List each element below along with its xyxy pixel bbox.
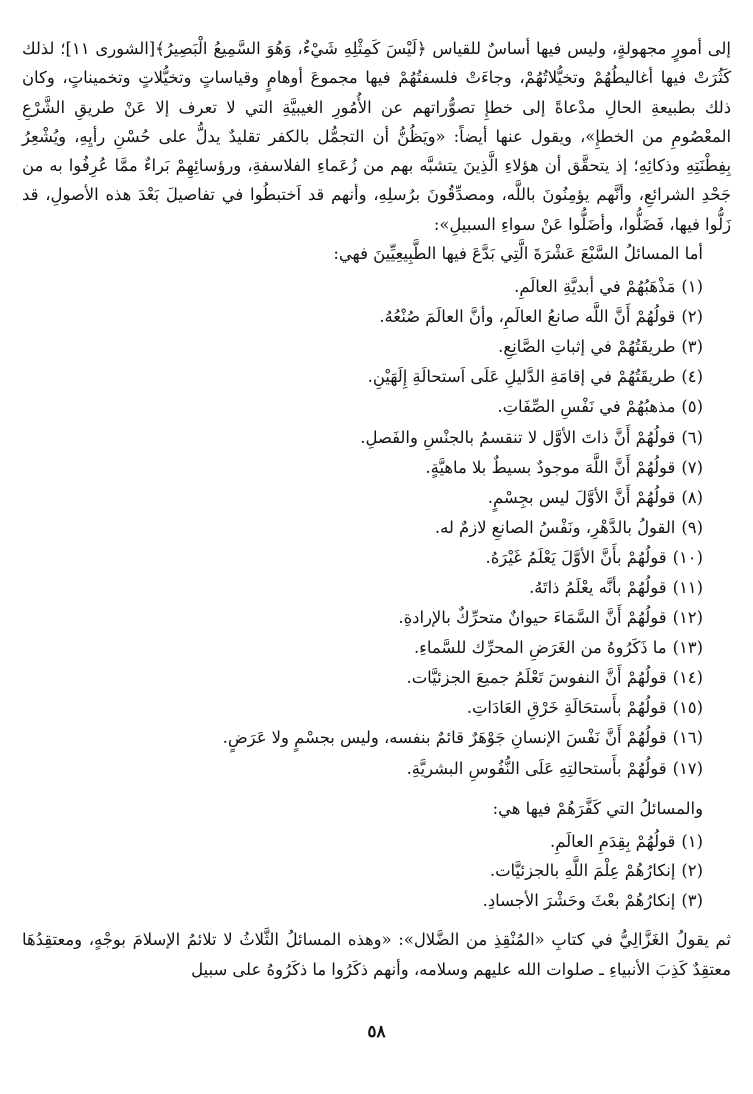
item-number: (١٦) — [672, 728, 703, 748]
list-item — [22, 453, 703, 483]
item-number: (١) — [681, 831, 703, 851]
list-item — [22, 663, 703, 693]
item-number: (١٢) — [672, 608, 703, 628]
list-item — [22, 483, 703, 513]
book-page — [22, 34, 731, 1094]
list-item — [22, 332, 703, 362]
item-text: قولُهُمْ أَنَّ ذاتَ الأوَّل لا تنقسمُ بالجنْسِ والفَصلِ. — [360, 427, 676, 447]
item-text: قولُهُمْ بِقِدَمِ العالَمِ. — [550, 831, 676, 851]
item-number: (١٥) — [672, 698, 703, 718]
list-item — [22, 856, 703, 886]
seventeen-issues-list — [22, 272, 731, 784]
item-text: مذهبُهُمْ في نَفْسِ الصِّفَاتِ. — [497, 397, 676, 417]
item-text: قولُهُمْ أَنَّ النفوسَ تَعْلَمُ جميعَ الجزئيَّات. — [406, 668, 667, 688]
list-item — [22, 423, 703, 453]
item-text: قولُهُمْ أَنَّ اللَّه صانعُ العالَمِ، وأنَّ العالَمَ صُنْعُهُ. — [379, 307, 676, 327]
item-number: (٦) — [681, 427, 703, 447]
item-number: (١) — [681, 277, 703, 297]
item-text: ما ذَكَرُوهُ من الغَرَضِ المحرِّك للسَّماءِ. — [413, 638, 667, 658]
item-text: طريقَتُهُمْ في إقامَةِ الدَّليلِ عَلَى اَستحالَةِ إِلَهَيْنِ. — [367, 367, 676, 387]
section-gap — [22, 784, 731, 794]
item-text: طريقَتُهُمْ في إثباتِ الصَّانِعِ. — [498, 337, 676, 357]
list-item — [22, 633, 703, 663]
list-item — [22, 603, 703, 633]
item-number: (٢) — [681, 307, 703, 327]
item-number: (٧) — [681, 457, 703, 477]
item-text: قولُهُمْ أَنَّ السَّمَاءَ حيوانٌ متحرِّكٌ بالإرادةِ. — [398, 608, 667, 628]
list-item — [22, 543, 703, 573]
list-item — [22, 302, 703, 332]
item-text: إنكارُهُمْ عِلْمَ اللَّهِ بالجزئيَّات. — [489, 861, 676, 881]
item-text: مَذْهَبُهُمْ في أبديَّةِ العالَمِ. — [514, 277, 676, 297]
paragraph-opening: إلى أمورٍ مجهولةٍ، وليس فيها أساسٌ للقياس ﴿لَيْسَ كَمِثْلِهِ شَيْءٌ، وَهُوَ السَّمِيعُ الْبَصِيرُ﴾[الشورى ١١]؛ لذلك كَثُرَتْ فيها أغاليطُهُمْ وتخيُّلاتُهُمْ، وجاءَتْ فلسفتُهُمْ فيها مجموعَ أوهامٍ وقياساتٍ وتخيُّلاتٍ وتخميناتٍ، وكان ذلك بطبيعةِ الحالِ مدْعاةً إلى خطإِ تصوُّراتهم عن الأُمُورِ الغيبيَّةِ التي لا تعرف إلا عَنْ طريقِ الشَّرْعِ المعْصُومِ من الخطإِ»، ويقول عنها أيضاً: «ويَظُنُّ أن التجمُّل بالكفر تقليدٌ يدلُّ على حُسْنِ رأيِهِ، ويُشْعِرُ بِفِطْنَتِهِ وذكائِهِ؛ إذ يتحقَّق أن هؤلاءِ الَّذِينَ يتشبَّه بهم من زُعَماءِ الفلاسفةِ، ورؤسائِهِمْ بَراءٌ ممَّا عُرِفُوا به من جَحْدِ الشرائعِ، وأنَّهم يؤمِنُونَ باللَّه، ومصدِّقُونَ برُسلِهِ، وأنهم قد اَختبطُوا في تفاصيلَ بَعْدَ هذه الأصولِ، قد زَلُّوا فيها، فَضَلُّوا، وأضَلُّوا عَنْ سواءِ السبيلِ»: — [22, 39, 731, 234]
item-text: قولُهُمْ أَنَّ اللَّهَ موجودٌ بسيطٌ بلا ماهيَّةٍ. — [425, 457, 676, 477]
item-text: قولُهُمْ أَنَّ الأوَّلَ ليس بجِسْمٍ. — [487, 487, 676, 507]
item-text: القولُ بالدَّهْرِ، ونَفْسُ الصانعِ لازمٌ له. — [434, 517, 676, 537]
list-item — [22, 723, 703, 753]
item-number: (١١) — [672, 578, 703, 598]
list-item — [22, 362, 703, 392]
list-item — [22, 573, 703, 603]
item-text: قولُهُمْ أَنَّ نَفْسَ الإنسانِ جَوْهَرٌ قائمٌ بنفسه، وليس بجسْمٍ ولا عَرَضٍ. — [222, 728, 667, 748]
item-number: (٣) — [681, 337, 703, 357]
section-2-intro: والمسائلُ التي كَفَّرَهُمْ فيها هي: — [492, 798, 703, 818]
section-gap — [22, 915, 731, 925]
list-item — [22, 827, 703, 857]
list-item — [22, 272, 703, 302]
item-number: (١٠) — [672, 547, 703, 567]
item-text: إنكارُهُمْ بعْثَ وحَشْرَ الأجسادِ. — [482, 890, 676, 910]
item-number: (٩) — [681, 517, 703, 537]
item-number: (١٣) — [672, 638, 703, 658]
item-text: قولُهُمْ بأَنَّ الأوَّلَ يَعْلَمُ غَيْرَهُ. — [485, 547, 667, 567]
list-item — [22, 886, 703, 916]
item-text: قولُهُمْ بأَستحالتِهِ عَلَى النُّفُوسِ البشريَّةِ. — [406, 758, 667, 778]
item-number: (٥) — [681, 397, 703, 417]
item-text: قولُهُمْ بأنَّه يعْلَمُ ذاتَهُ. — [529, 578, 667, 598]
item-number: (١٤) — [672, 668, 703, 688]
page-number: ٥٨ — [367, 1022, 386, 1042]
item-number: (٢) — [681, 861, 703, 881]
list-item — [22, 392, 703, 422]
item-number: (٨) — [681, 487, 703, 507]
item-number: (١٧) — [672, 758, 703, 778]
three-issues-list — [22, 827, 731, 916]
list-item — [22, 754, 703, 784]
item-number: (٣) — [681, 890, 703, 910]
item-text: قولُهُمْ بأَستحَالَةِ خَرْقِ العَادَاتِ. — [466, 698, 667, 718]
list-item — [22, 693, 703, 723]
item-number: (٤) — [681, 367, 703, 387]
section-1-intro: أما المسائلُ السَّبْعَ عَشْرَةَ الَّتِي بَدَّعَ فيها الطَّبِيعِيِّينَ فهي: — [333, 244, 703, 264]
paragraph-closing: ثم يقولُ الغَزَّالِيُّ في كتابِ «المُنْقِذِ من الضَّلال»: «وهذه المسائلُ الثَّلاثُ لا تلائمُ الإسلامَ بوجْهٍ، ومعتقِدُهَا معتقِدٌ كَذِبَ الأنبياءِ ـ صلوات الله عليهم وسلامه، وأنهم ذكَرُوا ما ذكَرُوهُ على سبيل — [22, 930, 731, 979]
list-item — [22, 513, 703, 543]
